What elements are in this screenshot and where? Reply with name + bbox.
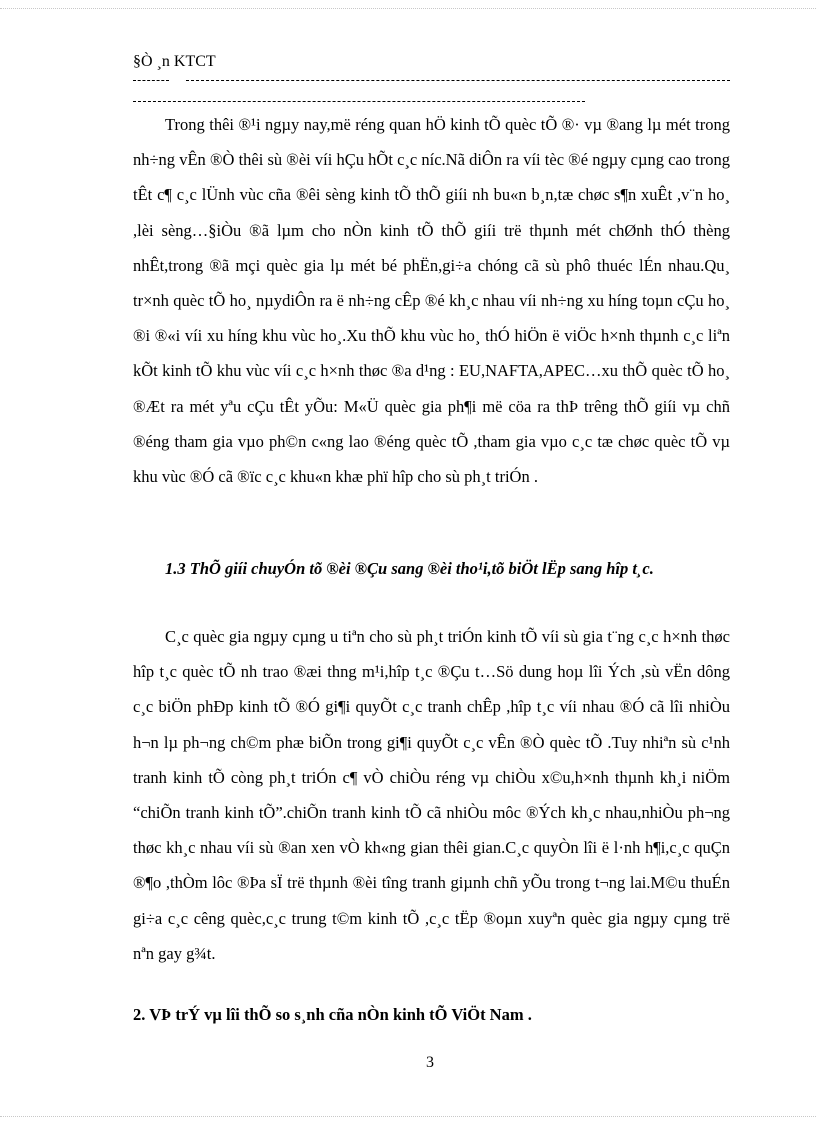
paragraph-cooperation: C¸c quèc gia ngµy cµng u tiªn cho sù ph¸t triÓn kinh tÕ víi sù gia t¨ng c¸c h×nh thøc hîp t¸c quèc tÕ nh trao ®æi thng m¹i,hîp t¸c ®Çu t…Sö dung hoµ lîi Ých ,sù vËn dông c¸c biÖn phÐp kinh tÕ ®Ó gi¶i quyÕt c¸c tranh chÊp ,hîp t¸c víi nhau ®Ó cã lîi nhiÒu h¬n lµ ph¬ng ch©m phæ biÕn trong gi¶i quyÕt c¸c vÊn ®Ò quèc tÕ .Tuy nhiªn sù c¹nh tranh kinh tÕ còng ph¸t triÓn c¶ vÒ chiÒu réng vµ chiÒu x©u,h×nh thµnh kh¸i niÖm “chiÕn tranh kinh tÕ”.chiÕn tranh kinh tÕ cã nhiÒu môc ®Ých kh¸c nhau,nhiÒu ph¬ng thøc kh¸c nhau víi sù ®an xen vÒ kh«ng gian thêi gian.C¸c quyÒn lîi ë l·nh h¶i,c¸c quÇn ®¶o ,thÒm lôc ®Þa sÏ trë thµnh ®èi tîng tranh giµnh chñ yÕu trong t¬ng lai.M©u thuÉn gi÷a c¸c cêng quèc,c¸c trung t©m kinh tÕ ,c¸c tËp ®oµn xuyªn quèc gia ngµy cµng trë nªn gay g¾t. (133, 627, 730, 963)
section-heading-2: 2. VÞ trÝ vµ lîi thÕ so s¸nh cña nÒn kinh tÕ ViÖt Nam . (133, 1005, 532, 1024)
running-header-title: §Ò ¸n KTCT (133, 53, 216, 70)
header-dashed-rule-short (133, 80, 169, 81)
paragraph-globalization: Trong thêi ®¹i ngµy nay,më réng quan hÖ kinh tÕ quèc tÕ ®· vµ ®ang lµ mét trong nh÷ng vÊn ®Ò thêi sù ®èi víi hÇu hÕt c¸c níc.Nã diÔn ra víi tèc ®é ngµy cµng cao trong tÊt c¶ c¸c lÜnh vùc cña ®êi sèng kinh tÕ thÕ giíi nh bu«n b¸n,tæ chøc s¶n xuÊt ,v¨n ho¸ ,lèi sèng…§iÒu ®ã lµm cho nÒn kinh tÕ thÕ giíi trë thµnh mét chØnh thÓ thèng nhÊt,trong ®ã mçi quèc gia lµ mét bé phËn,gi÷a chóng cã sù phô thuéc lÉn nhau.Qu¸ tr×nh quèc tÕ ho¸ nµydiÔn ra ë nh÷ng cÊp ®é kh¸c nhau víi nh÷ng xu híng toµn cÇu ho¸ ®i ®«i víi xu híng khu vùc ho¸.Xu thÕ khu vùc ho¸ thÓ hiÖn ë viÖc h×nh thµnh c¸c liªn kÕt kinh tÕ khu vùc víi c¸c h×nh thøc ®a d¹ng : EU,NAFTA,APEC…xu thÕ quèc tÕ ho¸ ®Æt ra mét yªu cÇu tÊt yÕu: M«Ü quèc gia ph¶i më cöa ra thÞ trêng thÕ giíi vµ chñ ®éng tham gia vµo ph©n c«ng lao ®éng quèc tÕ ,tham gia vµo c¸c tæ chøc quèc tÕ vµ khu vùc ®Ó cã ®ïc c¸c khu«n khæ phï hîp cho sù ph¸t triÓn . (133, 115, 730, 487)
header-dashed-rule (186, 80, 730, 81)
section-heading-1-3: 1.3 ThÕ giíi chuyÓn tõ ®èi ®Çu sang ®èi tho¹i,tõ biÖt lËp sang hîp t¸c. (165, 559, 654, 578)
header-dashed-rule-second (133, 101, 585, 102)
page-number: 3 (426, 1054, 434, 1071)
page-top-edge (0, 8, 816, 9)
page-bottom-edge (0, 1116, 816, 1117)
